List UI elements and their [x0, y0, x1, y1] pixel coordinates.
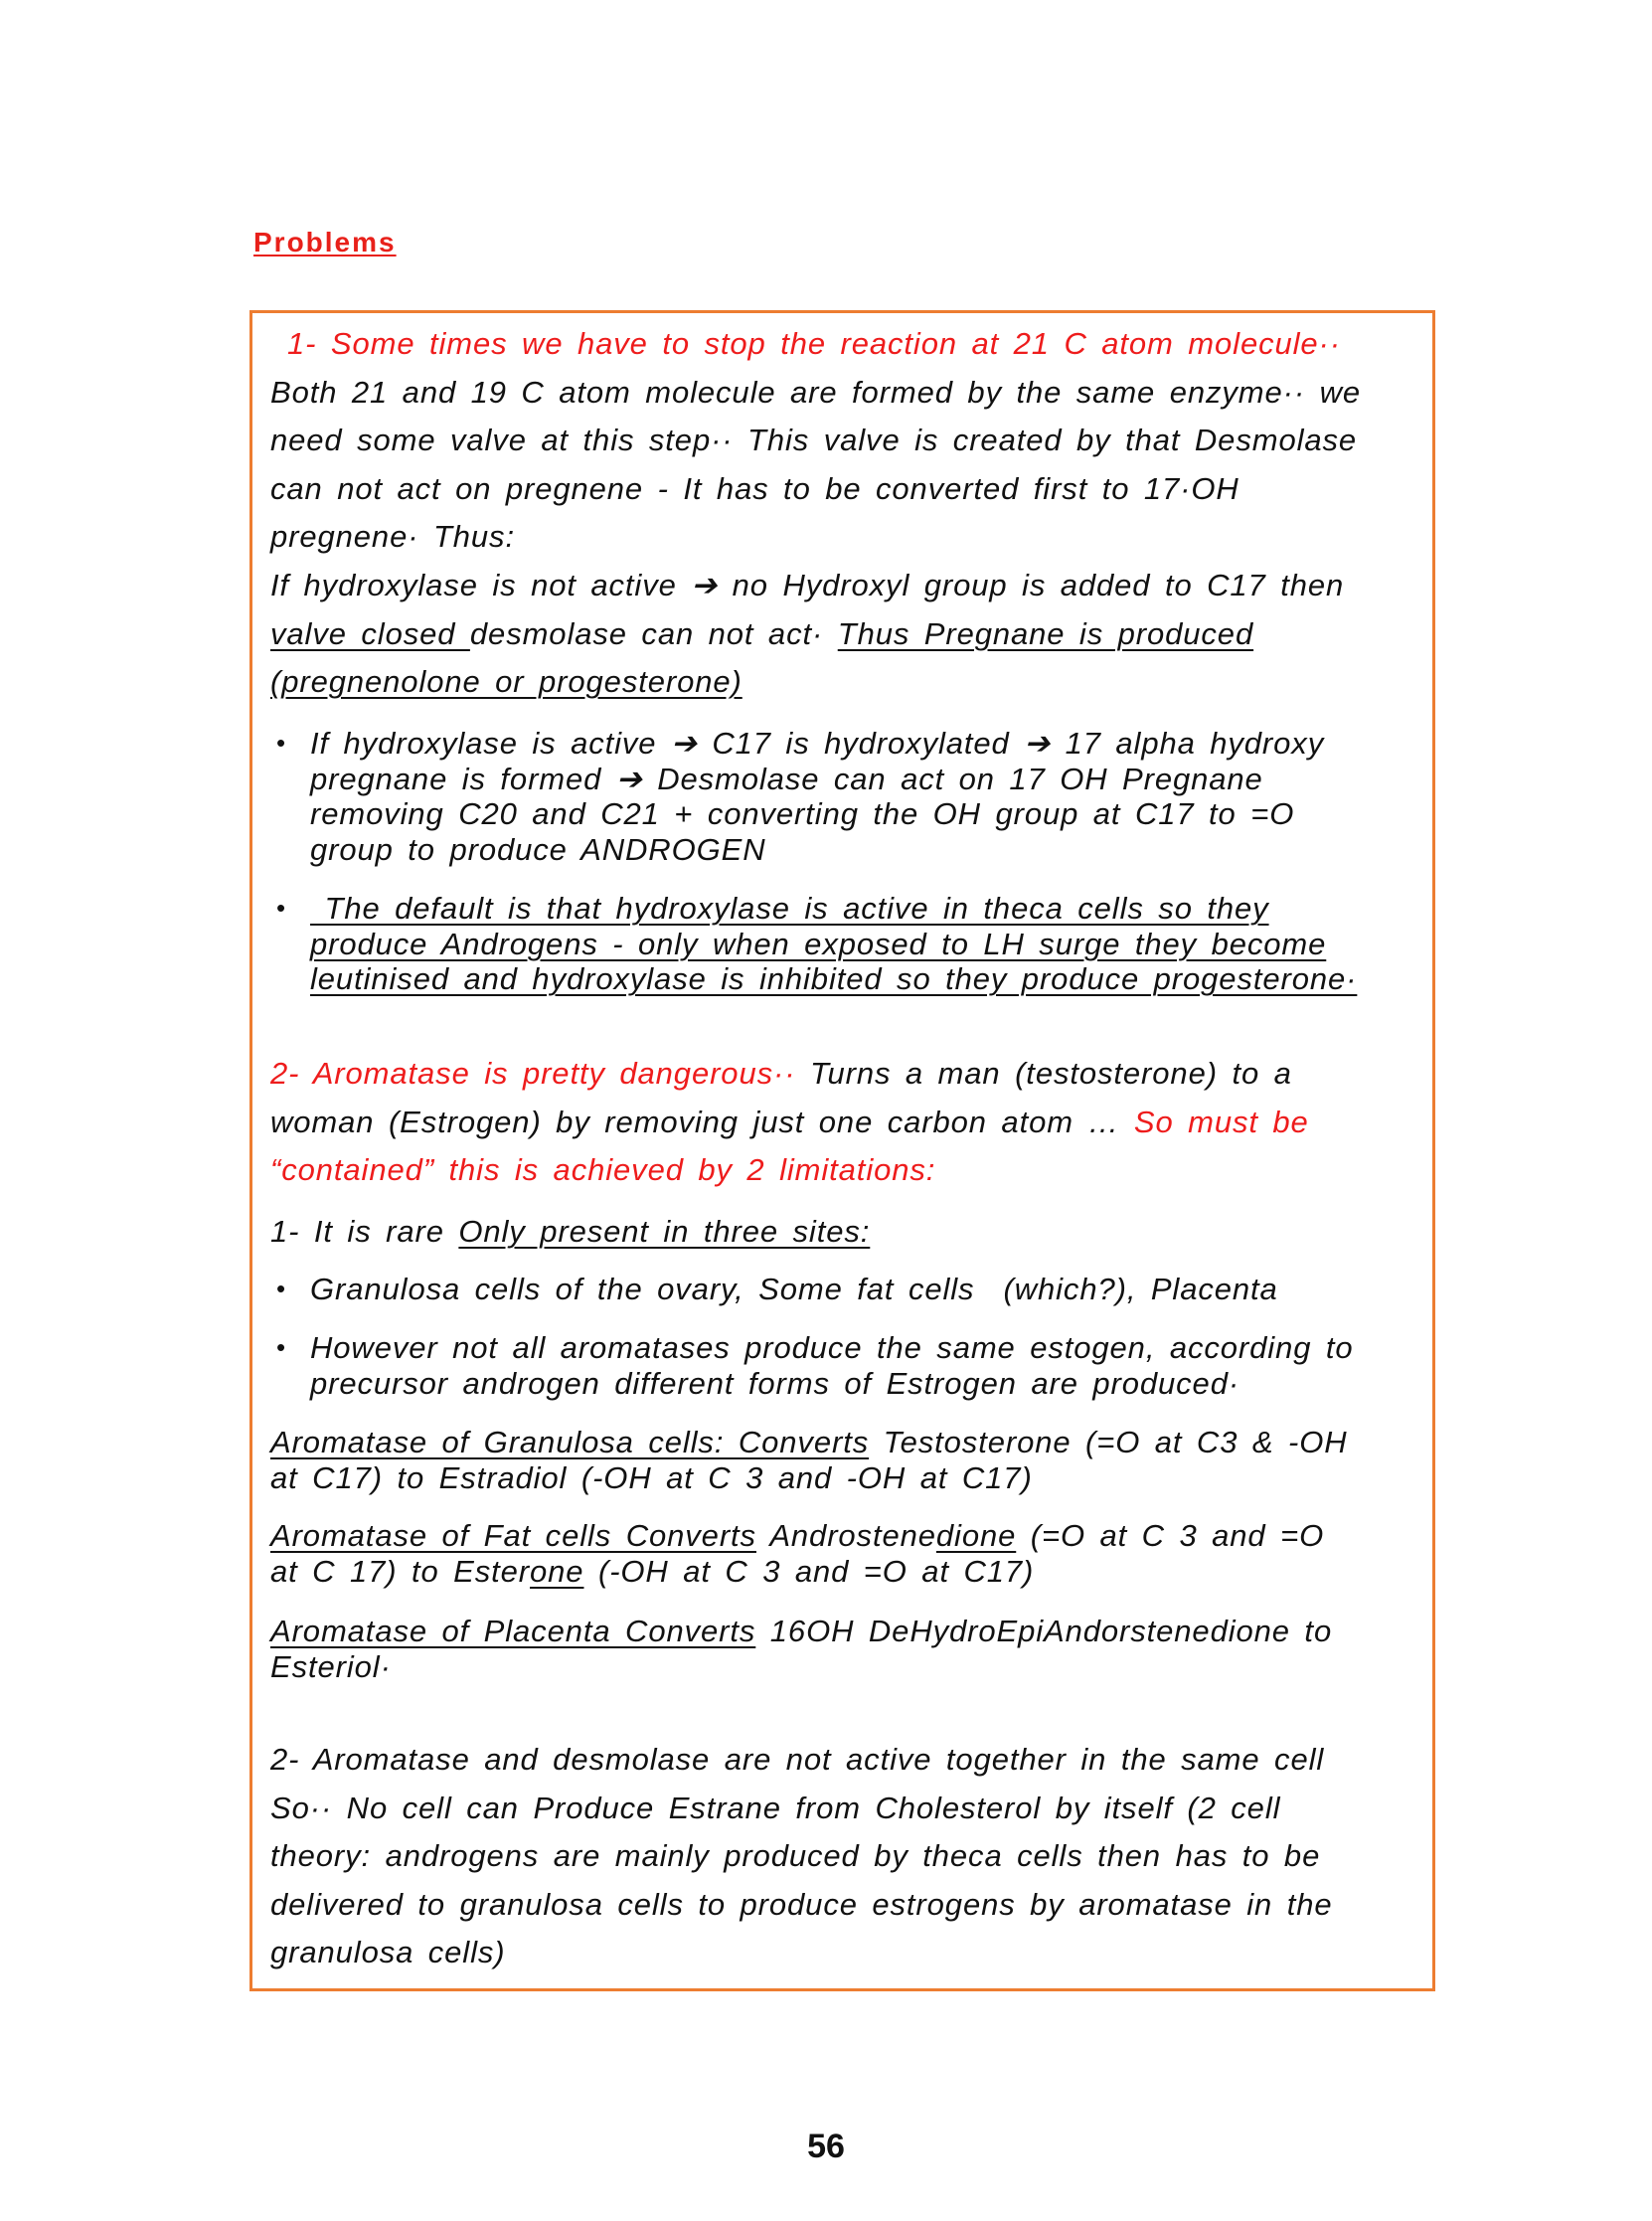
underlined-text: Aromatase of Granulosa cells: Converts	[270, 1425, 870, 1459]
bullet-item	[276, 891, 1358, 997]
text-segment: desmolase can not act·	[469, 615, 838, 651]
bullet-item	[276, 726, 1325, 867]
paragraph	[270, 1208, 870, 1257]
text-segment: So·· No cell can Produce Estrane from Cholesterol by itself (2 cell	[270, 1790, 1281, 1825]
text-line	[310, 726, 1324, 762]
text-segment: pregnene· Thus:	[270, 519, 515, 554]
highlighted-text: 1- Some times we have to stop the reaction at 21 C atom molecule··	[287, 326, 1342, 361]
section-title-problems: Problems	[253, 227, 397, 257]
text-segment: (-OH at C 3 and =O at C17)	[583, 1553, 1035, 1589]
text-line	[270, 513, 1361, 562]
text-line	[310, 1366, 1354, 1402]
text-segment: Turns a man (testosterone) to a	[809, 1056, 1292, 1091]
text-segment: granulosa cells)	[270, 1935, 506, 1969]
text-segment: If hydroxylase is not active ➔ no Hydroxyl group is added to C17 then	[270, 568, 1345, 602]
underlined-text: The default is that hydroxylase is active in theca cells so they	[310, 891, 1269, 926]
text-line	[310, 1272, 1278, 1307]
underlined-text: Aromatase of Fat cells Converts	[270, 1518, 756, 1553]
highlighted-text: So must be	[1133, 1104, 1309, 1139]
bullet-dot-icon: •	[276, 1332, 287, 1362]
text-segment: at C17) to Estradiol (-OH at C 3 and -OH at C17)	[270, 1459, 1033, 1495]
text-line	[270, 562, 1344, 610]
text-segment: can not act on pregnene - It has to be converted first to 17·OH	[270, 470, 1239, 506]
bullet-item	[276, 1330, 1354, 1401]
text-segment: 16OH DeHydroEpiAndorstenedione to	[755, 1614, 1333, 1648]
text-segment: removing C20 and C21 + converting the OH group at C17 to =O	[310, 796, 1295, 832]
text-line	[270, 1554, 1324, 1590]
text-line	[270, 1736, 1333, 1785]
underlined-text: Aromatase of Placenta Converts	[270, 1614, 756, 1648]
text-segment: theory: androgens are mainly produced by theca cells then has to be	[270, 1838, 1321, 1873]
text-line	[270, 1050, 1309, 1099]
bullet-item	[276, 1272, 1278, 1307]
text-segment: pregnane is formed ➔ Desmolase can act on 17 OH Pregnane	[310, 761, 1263, 796]
text-line	[270, 610, 1344, 659]
text-line	[310, 1330, 1354, 1366]
text-segment: Esteriol·	[270, 1648, 392, 1684]
underlined-text: Thus Pregnane is produced	[837, 615, 1254, 651]
text-line	[310, 891, 1357, 927]
text-segment: If hydroxylase is active ➔ C17 is hydroxylated ➔ 17 alpha hydroxy	[310, 726, 1325, 761]
paragraph	[270, 562, 1344, 707]
text-line	[270, 465, 1361, 514]
text-line	[270, 1425, 1348, 1460]
text-segment: 1- It is rare	[270, 1214, 459, 1249]
underlined-text: (pregnenolone or progesterone)	[270, 664, 743, 699]
bullet-dot-icon: •	[276, 1274, 287, 1303]
text-segment: woman (Estrogen) by removing just one carbon atom …	[270, 1104, 1134, 1139]
text-line	[270, 369, 1361, 418]
text-segment: However not all aromatases produce the same estogen, according to	[310, 1330, 1354, 1365]
text-segment: group to produce ANDROGEN	[310, 831, 766, 867]
text-segment: Both 21 and 19 C atom molecule are formed by the same enzyme·· we	[270, 374, 1362, 410]
text-line	[310, 961, 1357, 997]
text-line	[270, 1146, 1309, 1195]
bullet-dot-icon: •	[276, 728, 287, 758]
text-line	[270, 1832, 1333, 1881]
underlined-text: valve closed	[270, 615, 470, 651]
text-segment: delivered to granulosa cells to produce estrogens by aromatase in the	[270, 1886, 1333, 1922]
text-line	[270, 658, 1344, 707]
text-line	[310, 762, 1324, 797]
underlined-text: Only present in three sites:	[458, 1214, 871, 1249]
text-segment: 2- Aromatase and desmolase are not active together in the same cell	[270, 1742, 1325, 1777]
paragraph	[270, 1050, 1309, 1195]
text-line	[270, 1460, 1348, 1496]
underlined-text: produce Androgens - only when exposed to LH surge they become	[310, 926, 1327, 961]
page-number: 56	[807, 2128, 845, 2165]
text-line	[310, 832, 1324, 868]
text-segment: Testosterone (=O at C3 & -OH	[869, 1425, 1348, 1459]
text-line	[270, 1881, 1333, 1930]
text-line	[270, 1099, 1309, 1147]
text-segment: at C 17) to Ester	[270, 1553, 531, 1589]
text-line	[270, 320, 1361, 369]
text-line	[270, 1785, 1333, 1833]
text-line	[270, 417, 1361, 465]
text-line	[270, 1929, 1333, 1977]
underlined-text: one	[530, 1553, 584, 1589]
bullet-dot-icon: •	[276, 893, 287, 923]
paragraph	[270, 1518, 1324, 1589]
text-segment: need some valve at this step·· This valve is created by that Desmolase	[270, 423, 1358, 457]
text-line	[270, 1208, 870, 1257]
text-line	[310, 796, 1324, 832]
text-line	[310, 927, 1357, 962]
paragraph	[270, 1736, 1333, 1977]
paragraph	[270, 320, 1361, 562]
text-segment: precursor androgen different forms of Estrogen are produced·	[310, 1365, 1240, 1401]
paragraph	[270, 1614, 1332, 1684]
highlighted-text: “contained” this is achieved by 2 limitations:	[270, 1152, 936, 1187]
text-line	[270, 1614, 1332, 1649]
underlined-text: leutinised and hydroxylase is inhibited so they produce progesterone·	[310, 961, 1358, 997]
text-segment: Androstene	[755, 1518, 936, 1553]
underlined-text: dione	[935, 1518, 1017, 1553]
text-line	[270, 1518, 1324, 1554]
paragraph	[270, 1425, 1348, 1495]
text-segment: (=O at C 3 and =O	[1016, 1518, 1325, 1553]
highlighted-text: 2- Aromatase is pretty dangerous··	[270, 1056, 810, 1091]
text-line	[270, 1649, 1332, 1685]
text-segment: Granulosa cells of the ovary, Some fat cells (which?), Placenta	[310, 1272, 1278, 1306]
